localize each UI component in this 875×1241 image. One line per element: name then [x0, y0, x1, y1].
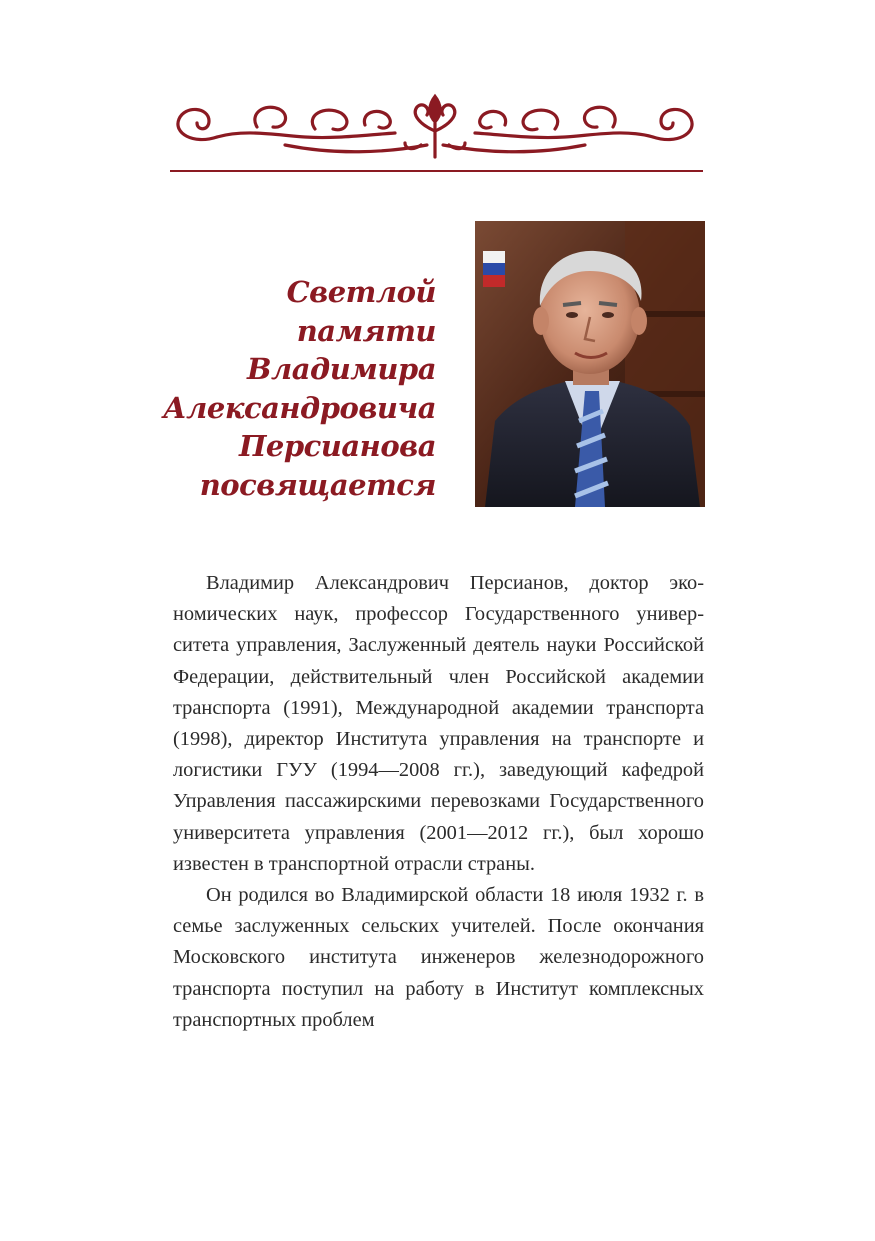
dedication-line: посвящается — [199, 467, 436, 502]
dedication-heading — [150, 273, 436, 504]
body-text — [173, 568, 704, 1036]
paragraph: Он родился во Владимирской области 18 июля 1932 г. в семье заслуженных сельских учителей. После окончания Московского института инженеров железнодорожного транспорта поступил на работу в Институт комплексных транспортных проблем — [173, 884, 704, 1031]
dedication-line: Владимира — [247, 352, 436, 386]
portrait-photo — [475, 221, 705, 507]
ornamental-flourish-icon — [165, 85, 705, 165]
paragraph: Владимир Александрович Персианов, доктор экономических наук, профессор Государственного университета управления, Заслуженный деятель науки Российской Федерации, действительный член Российской академии транспорта (1991), Международной академии транспорта (1998), директор Института управления на транспорте и логистики ГУУ (1994—2008 гг.), заведующий кафедрой Управления пассажирскими перевозками Государственного университета управления (2001—2012 гг.), был хорошо известен в транспортной отрасли страны. — [173, 572, 704, 875]
dedication-line: Светлой памяти — [286, 275, 436, 348]
divider-rule — [170, 170, 703, 172]
dedication-line: Персианова — [239, 429, 436, 463]
dedication-line: Александровича — [163, 390, 436, 425]
